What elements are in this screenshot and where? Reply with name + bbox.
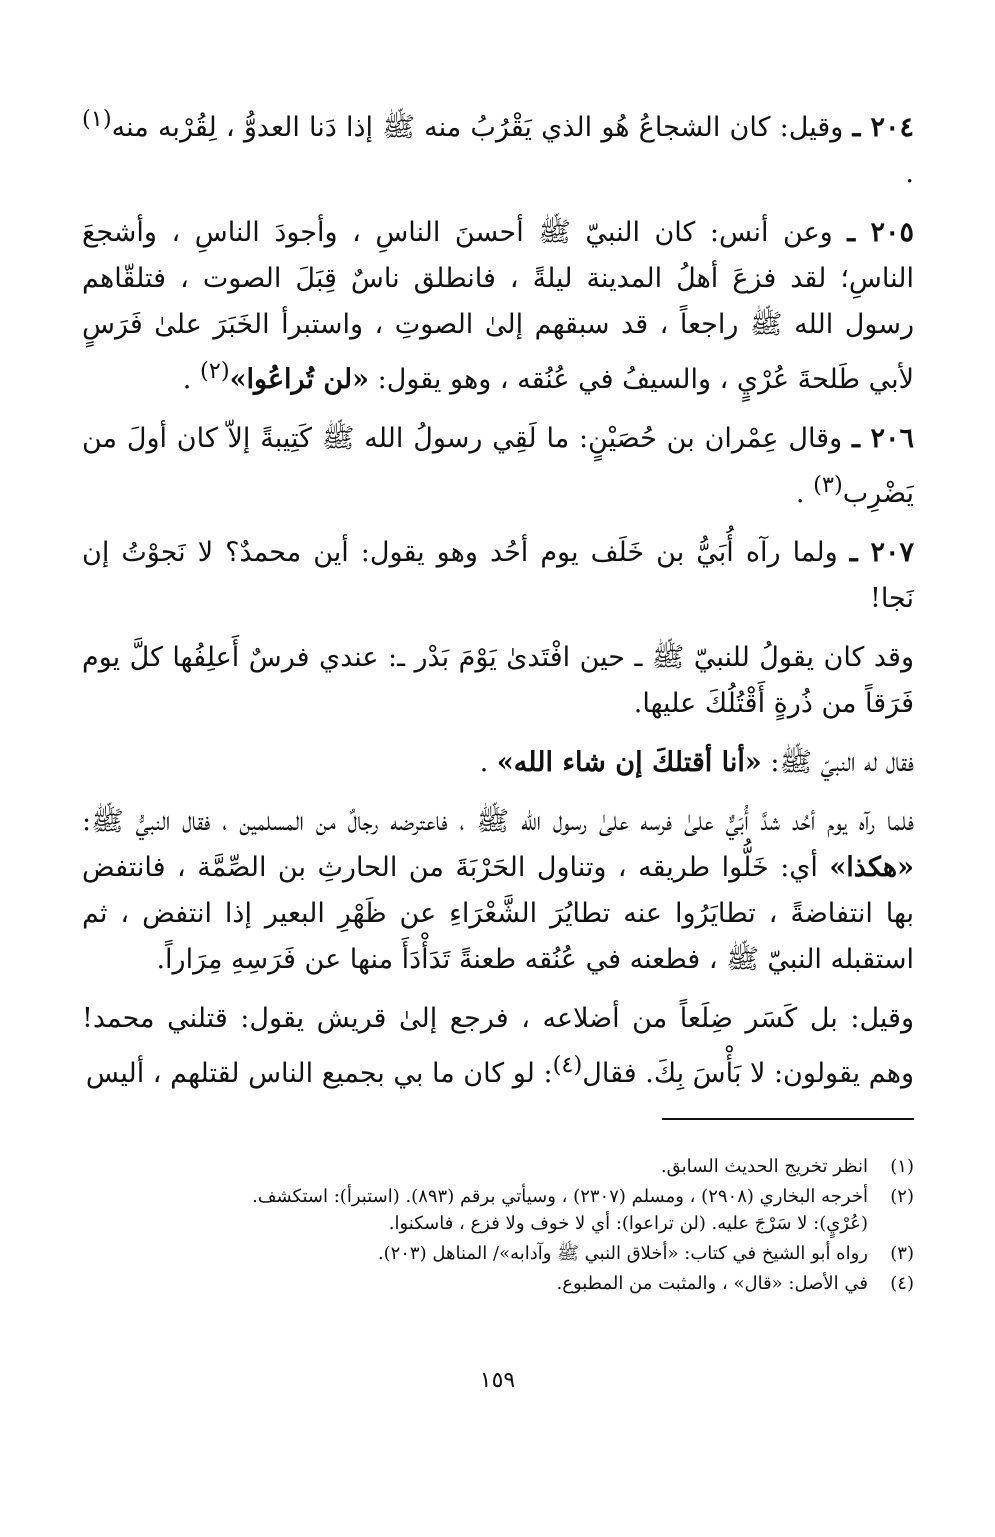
footnote-ref: (٢): [199, 358, 230, 384]
paragraph-continuation: [82, 740, 914, 786]
footnote: [82, 1270, 914, 1297]
paragraph-206: [82, 416, 914, 517]
paragraph-tail: .: [905, 158, 914, 189]
footnote: [82, 1183, 914, 1237]
paragraph-continuation: [82, 799, 914, 983]
paragraph-continuation: [82, 996, 914, 1097]
footnote-text: أخرجه البخاري (٢٩٠٨) ، ومسلم (٢٣٠٧) ، وسيأتي برقم (٨٩٣). (استبرأ): استكشف.: [252, 1186, 868, 1207]
paragraph-text: وقد كان يقولُ للنبيّ ﷺ ـ حين افْتَدىٰ يَوْمَ بَدْر ـ: عندي فرسٌ أَعلِفُها كلَّ يوم فَرَقاً من ذُرةٍ أَقْتُلُكَ عليها.: [82, 642, 914, 719]
paragraph-tail: أي: خَلُّوا طريقه ، وتناول الحَرْبَةَ من الحارثِ بن الصِّمَّة ، فانتفض بها انتفاضةً ، تطايَرُوا عنه تطايُرَ الشَّعْرَاءِ عن ظَهْرِ البعير إذا انتفض ، ثم استقبله النبيّ ﷺ ، فطعنه في عُنُقه طعنةً تَدَأْدَأَ منها عن فَرَسِهِ مِرَاراً.: [82, 852, 914, 975]
paragraph-text: فقال له النبيّ ﷺ:: [761, 747, 914, 778]
footnote: [82, 1153, 914, 1180]
page-number: ١٥٩: [479, 1368, 516, 1393]
paragraph-tail: .: [479, 747, 497, 778]
footnote-number: (٤): [890, 1273, 914, 1294]
paragraph-text: ولما رآه أُبَيُّ بن خَلَف يوم أحُد وهو يقول: أين محمدٌ؟ لا نَجوْتُ إن نَجا!: [82, 537, 914, 614]
paragraph-207: [82, 530, 914, 622]
prophet-quote: «أنا أقتلكَ إن شاء الله»: [496, 747, 762, 778]
footnote-text: في الأصل: «قال» ، والمثبت من المطبوع.: [556, 1273, 868, 1294]
footnote-text: انظر تخريج الحديث السابق.: [660, 1156, 868, 1177]
prophet-quote: «لن تُراعُوا»: [229, 364, 370, 395]
paragraph-205: [82, 210, 914, 403]
paragraph-tail: : لو كان ما بي بجميع الناس لقتلهم ، أليس: [85, 1058, 553, 1089]
paragraph-tail: .: [182, 364, 200, 395]
footnote-separator: [662, 1118, 914, 1120]
paragraph-text: فلما رآه يوم أحُد شدَّ أُبَيٌّ علىٰ فرسه علىٰ رسول الله ﷺ ، فاعترضه رجالٌ من المسلمين ، فقال النبيُّ ﷺ:: [82, 806, 914, 837]
paragraph-text: وعن أنس: كان النبيّ ﷺ أحسنَ الناسِ ، وأجودَ الناسِ ، وأشجعَ الناسِ؛ لقد فزعَ أهلُ المدينة ليلةً ، فانطلق ناسٌ قِبَلَ الصوت ، فتلقّاهم رسول الله ﷺ راجعاً ، قد سبقهم إلىٰ الصوتِ ، واستبرأ الخَبَرَ علىٰ فَرَسٍ لأبي طَلحةَ عُرْيٍ ، والسيفُ في عُنُقه ، وهو يقول:: [82, 217, 914, 395]
footnote-ref: (٤): [552, 1052, 583, 1078]
footnote-text-continued: (عُرْيٍ): لا سَرْجَ عليه. (لن تراعوا): أي لا خوف ولا فزع ، فاسكنوا.: [388, 1213, 868, 1234]
footnotes: [82, 1153, 914, 1300]
paragraph-tail: .: [795, 478, 814, 509]
hadith-number: ٢٠٧ ـ: [849, 537, 915, 568]
hadith-number: ٢٠٥ ـ: [847, 217, 915, 248]
paragraph-204: [82, 96, 914, 197]
paragraph-text: وقال عِمْران بن حُصَيْنٍ: ما لَقِي رسولُ الله ﷺ كَتِيبةً إلاّ كان أولَ من يَضْرِب: [82, 423, 914, 509]
footnote-number: (٣): [890, 1243, 914, 1264]
footnote-text: رواه أبو الشيخ في كتاب: «أخلاق النبي ﷺ وآدابه»/ المناهل (٢٠٣).: [377, 1243, 868, 1264]
footnote: [82, 1240, 914, 1267]
footnote-number: (٢): [890, 1186, 914, 1207]
main-text: [82, 96, 914, 1110]
footnote-body: [82, 1183, 868, 1237]
paragraph-continuation: [82, 635, 914, 727]
hadith-number: ٢٠٦ ـ: [851, 423, 914, 454]
paragraph-text: وقيل: كان الشجاعُ هُو الذي يَقْرُبُ منه ﷺ إذا دَنا العدوُّ ، لِقُرْبه منه: [111, 112, 853, 143]
footnote-ref: (١): [82, 106, 112, 132]
hadith-number: ٢٠٤ ـ: [852, 112, 914, 143]
prophet-quote: «هكذا»: [829, 852, 914, 883]
footnote-number: (١): [890, 1156, 914, 1177]
paragraph-text: وقيل: بل كَسَر ضِلَعاً من أضلاعه ، فرجع إلىٰ قريش يقول: قتلني محمد! وهم يقولون: لا بَأْسَ بِكَ. فقال: [82, 1003, 914, 1089]
footnote-ref: (٣): [813, 472, 843, 498]
